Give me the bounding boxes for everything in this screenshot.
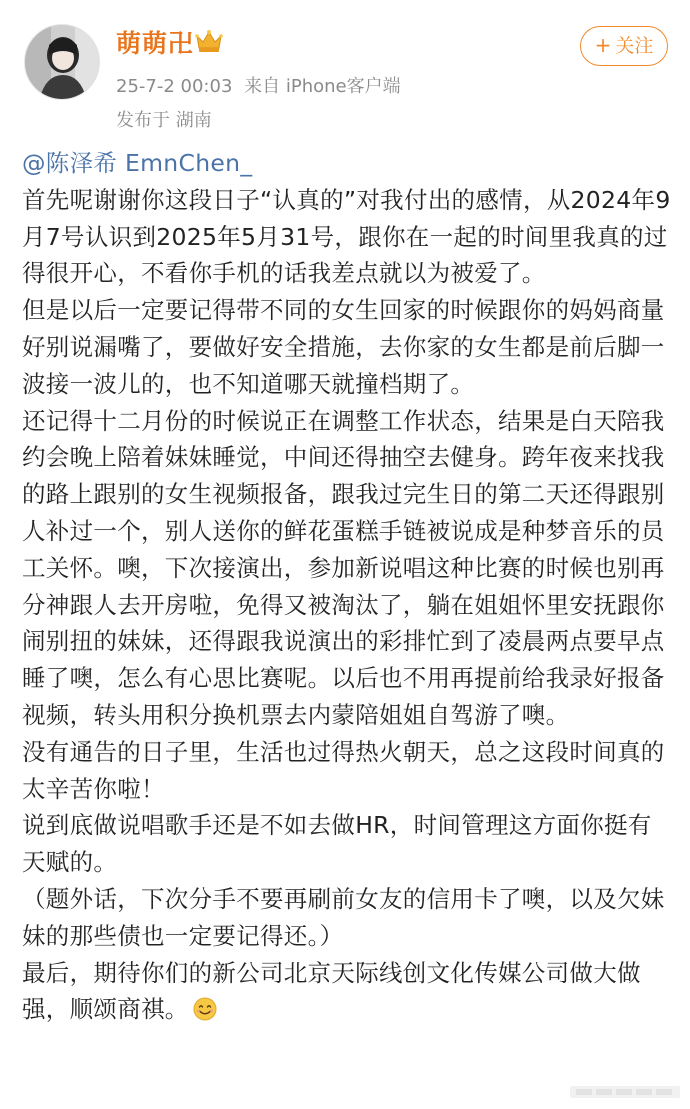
- user-mention-link[interactable]: @陈泽希 EmnChen_: [22, 149, 253, 177]
- post-paragraph: 还记得十二月份的时候说正在调整工作状态，结果是白天陪我约会晚上陪着妹妹睡觉，中间还得抽空去健身。跨年夜来找我的路上跟别的女生视频报备，跟我过完生日的第二天还得跟别人补过一个，别人送你的鲜花蛋糕手链被说成是种梦音乐的员工关怀。噢，下次接演出，参加新说唱这种比赛的时候也别再分神跟人去开房啦，免得又被淘汰了，躺在姐姐怀里安抚跟你闹别扭的妹妹，还得跟我说演出的彩排忙到了凌晨两点要早点睡了噢，怎么有心思比赛呢。以后也不用再提前给我录好报备视频，转头用积分换机票去内蒙陪姐姐自驾游了噢。: [22, 406, 665, 729]
- post-paragraph: （题外话，下次分手不要再刷前女友的信用卡了噢，以及欠妹妹的那些债也一定要记得还。）: [22, 884, 665, 950]
- post-body: [22, 145, 672, 1028]
- username[interactable]: 萌萌卍: [116, 29, 195, 58]
- follow-button[interactable]: [580, 26, 668, 66]
- post-paragraph-last: [22, 955, 672, 1029]
- crown-vip-icon: [194, 28, 224, 54]
- post-paragraph: 没有通告的日子里，生活也过得热火朝天，总之这段时间真的太辛苦你啦！: [22, 737, 665, 803]
- user-avatar[interactable]: [24, 24, 100, 100]
- post-paragraph: 但是以后一定要记得带不同的女生回家的时候跟你的妈妈商量好别说漏嘴了，要做好安全措施，去你家的女生都是前后脚一波接一波儿的，也不知道哪天就撞档期了。: [22, 296, 665, 398]
- post-timestamp: 25-7-2 00:03: [116, 76, 233, 97]
- post-paragraph: 说到底做说唱歌手还是不如去做HR，时间管理这方面你挺有天赋的。: [22, 811, 652, 877]
- client-name: iPhone客户端: [285, 76, 401, 97]
- follow-label: 关注: [615, 35, 654, 57]
- post-meta: [116, 72, 401, 98]
- smile-emoji-icon: [193, 997, 217, 1021]
- watermark-graphic: [570, 1083, 680, 1101]
- post-location: 发布于 湖南: [116, 110, 212, 131]
- post-paragraph-text: 最后，期待你们的新公司北京天际线创文化传媒公司做大做强，顺颂商祺。: [22, 958, 641, 1024]
- client-prefix: 来自: [244, 76, 281, 97]
- plus-icon: +: [594, 33, 612, 57]
- avatar-image: [25, 25, 100, 100]
- post-paragraph: 首先呢谢谢你这段日子“认真的”对我付出的感情，从2024年9月7号认识到2025年5月31号，跟你在一起的时间里我真的过得很开心，不看你手机的话我差点就以为被爱了。: [22, 185, 671, 288]
- post-header: [0, 0, 690, 140]
